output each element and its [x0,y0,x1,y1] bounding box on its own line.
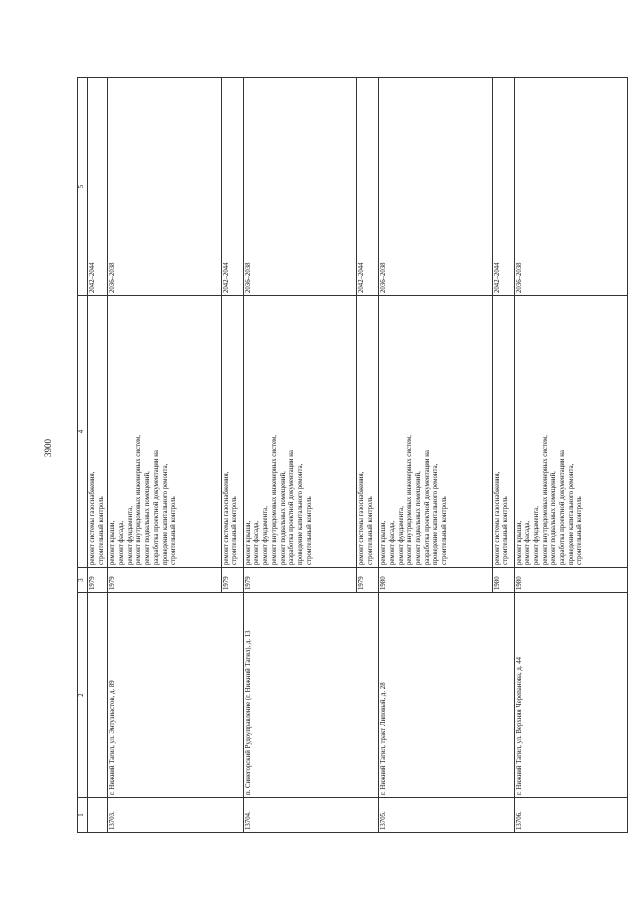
work-line: ремонт подвальных помещений, [279,471,287,565]
work-line: ремонт фундамента, [397,506,405,565]
period-cell: 2042–2044 [357,78,379,296]
address-cell: г. Нижний Тагил, тракт Липовый, д. 28 [379,593,514,798]
works-cell [357,296,379,568]
work-line: ремонт фундамента, [126,506,134,565]
work-line: ремонт фасада, [388,520,396,565]
works-cell [221,296,243,568]
number-cell [88,798,108,833]
work-line: разработка проектной документации на [152,450,160,565]
number-cell: 13705. [379,798,514,833]
work-line: ремонт крыши, [244,520,252,565]
works-cell [88,296,108,568]
work-line: ремонт внутридомовых инженерных систем, [406,435,414,565]
work-line: ремонт системы газоснабжения, [358,471,366,565]
work-line: разработка проектной документации на [559,450,567,565]
table-row [514,78,627,833]
works-cell [492,296,514,568]
work-line: проведение капитального ремонта, [567,463,575,565]
work-line: ремонт подвальных помещений, [414,471,422,565]
header-cell: 3 [78,568,88,593]
table-row [108,78,221,833]
works-cell [379,296,492,568]
work-line: разработка проектной документации на [423,450,431,565]
work-line: строительный контроль [441,496,448,565]
work-line: разработка проектной документации на [288,450,296,565]
header-cell: 2 [78,593,88,798]
work-line: строительный контроль [305,496,313,565]
header-cell: 4 [78,296,88,568]
work-line: ремонт крыши, [515,520,523,565]
period-cell: 2042–2044 [88,78,108,296]
period-cell: 2036–2038 [379,78,492,296]
work-line: проведение капитального ремонта, [432,463,440,565]
repair-schedule-table [77,77,628,833]
period-cell: 2036–2038 [514,78,627,296]
work-line: строительный контроль [231,496,239,565]
address-cell [88,593,108,798]
table-row [379,78,492,833]
works-cell [243,296,356,568]
work-line: строительный контроль [97,496,105,565]
work-line: строительный контроль [576,496,584,565]
work-line: ремонт фундамента, [262,506,270,565]
header-cell: 5 [78,78,88,296]
page-number: 3900 [43,439,53,457]
work-line: ремонт внутридомовых инженерных систем, [135,435,143,565]
continuation-row [88,78,108,833]
number-cell: 13704. [243,798,378,833]
year-cell: 1980 [379,568,492,593]
address-cell: г. Нижний Тагил, ул. Верхняя Черепанова, д. 44 [514,593,627,798]
number-cell: 13703. [108,798,243,833]
work-line: строительный контроль [366,496,374,565]
period-cell: 2036–2038 [108,78,221,296]
work-line: ремонт внутридомовых инженерных систем, [541,435,549,565]
work-line: ремонт системы газоснабжения, [493,471,501,565]
header-cell: 1 [78,798,88,833]
work-line: ремонт фасада, [524,520,532,565]
rotated-table-container [77,78,628,833]
year-cell: 1979 [221,568,243,593]
period-cell: 2042–2044 [492,78,514,296]
number-cell: 13706. [514,798,627,833]
work-line: ремонт подвальных помещений, [550,471,558,565]
period-cell: 2042–2044 [221,78,243,296]
work-line: проведение капитального ремонта, [296,463,304,565]
period-cell: 2036–2038 [243,78,356,296]
year-cell: 1980 [492,568,514,593]
year-cell: 1980 [514,568,627,593]
works-cell [108,296,221,568]
works-cell [514,296,627,568]
work-line: ремонт фасада, [118,520,126,565]
table-row [243,78,356,833]
address-cell: г. Нижний Тагил, ул. Энтузиастов, д. 89 [108,593,243,798]
address-cell: п. Синегорский Рудоуправление (г. Нижний Тагил), д. 13 [243,593,378,798]
work-line: проведение капитального ремонта, [161,463,169,565]
work-line: ремонт крыши, [109,520,117,565]
work-line: ремонт подвальных помещений, [144,471,152,565]
work-line: строительный контроль [170,496,178,565]
work-line: ремонт крыши, [380,520,388,565]
work-line: ремонт внутридомовых инженерных систем, [270,435,278,565]
work-line: строительный контроль [502,496,510,565]
header-row [78,78,88,833]
year-cell: 1979 [357,568,379,593]
year-cell: 1979 [243,568,356,593]
work-line: ремонт фундамента, [532,506,540,565]
year-cell: 1979 [108,568,221,593]
year-cell: 1979 [88,568,108,593]
work-line: ремонт системы газоснабжения, [222,471,230,565]
work-line: ремонт фасада, [253,520,261,565]
work-line: ремонт системы газоснабжения, [89,471,96,565]
